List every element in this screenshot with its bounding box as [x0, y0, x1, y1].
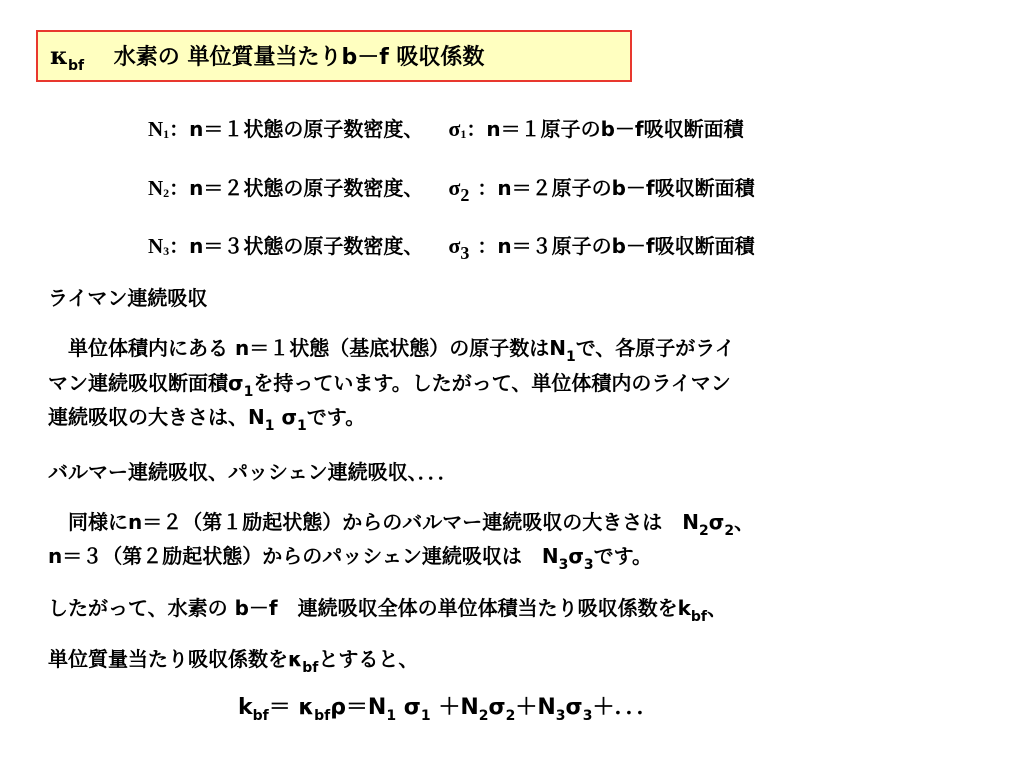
- formula-kappa: ＝ κ: [268, 695, 315, 720]
- sigma1-definition: ：n＝１原子のb－f吸収断面積: [466, 117, 744, 141]
- lyman-line3-text-a: 連続吸収の大きさは、N: [48, 405, 265, 429]
- sigma1-symbol: σ: [448, 116, 461, 141]
- n1-definition: ：n＝１状態の原子数密度、: [169, 117, 424, 141]
- slide-title: [50, 40, 484, 74]
- n1-symbol: N: [148, 117, 164, 141]
- lyman-paragraph-line-2: [48, 367, 731, 400]
- formula-sigma2: σ: [488, 695, 506, 720]
- formula-n3-subscript: 3: [555, 708, 566, 724]
- balmer-paragraph-line-2: [48, 540, 652, 573]
- balmer-line2-text-b: σ: [568, 544, 584, 568]
- conclusion-line-1: [48, 592, 727, 625]
- conclusion-line2-text-b: とすると、: [318, 647, 419, 671]
- n2-definition: ：n＝２状態の原子数密度、: [169, 176, 424, 200]
- formula-n2-subscript: 2: [478, 708, 489, 724]
- lyman-line2-text-b: を持っています。したがって、単位体積内のライマン: [253, 371, 731, 395]
- formula-sigma1: σ: [396, 695, 421, 720]
- sigma3-symbol: σ: [448, 233, 461, 258]
- lyman-line1-subscript: 1: [565, 349, 576, 365]
- formula-sigma2-subscript: 2: [505, 708, 516, 724]
- n1-subscript: 1: [163, 127, 170, 141]
- formula-sigma3: σ: [565, 695, 583, 720]
- conclusion-line1-text-a: したがって、水素の b－f 連続吸収全体の単位体積当たり吸収係数をk: [48, 596, 691, 620]
- lyman-line2-text-a: マン連続吸収断面積σ: [48, 371, 244, 395]
- formula-k-subscript: bf: [252, 708, 269, 724]
- definition-row-3: [148, 230, 755, 264]
- sigma1-subscript: 1: [460, 127, 467, 141]
- balmer-line1-text-b: σ: [708, 510, 725, 534]
- definition-row-2: [148, 172, 755, 206]
- formula-ellipsis: ＋．．．: [592, 695, 659, 720]
- balmer-line1-subscript-sigma: 2: [724, 523, 735, 539]
- n2-subscript: 2: [163, 186, 170, 200]
- lyman-line3-subscript-n: 1: [264, 418, 275, 434]
- sigma2-subscript: 2: [460, 185, 470, 205]
- sigma2-definition: ：n＝２原子のb－f吸収断面積: [477, 176, 755, 200]
- formula-sigma1-subscript: 1: [420, 708, 431, 724]
- lyman-line3-text-b: σ: [274, 405, 298, 429]
- formula-n3: ＋N: [515, 695, 556, 720]
- formula-n1-subscript: 1: [386, 708, 397, 724]
- balmer-paragraph-line-1: [48, 506, 754, 539]
- sigma3-definition: ：n＝３原子のb－f吸収断面積: [477, 234, 755, 258]
- balmer-line2-text-a: n＝３（第２励起状態）からのパッシェン連続吸収は N: [48, 544, 559, 568]
- conclusion-line1-text-b: 、: [707, 596, 728, 620]
- balmer-line2-text-c: です。: [593, 544, 653, 568]
- n2-symbol: N: [148, 176, 164, 200]
- lyman-heading: ライマン連続吸収: [48, 286, 208, 310]
- balmer-line2-subscript-n: 3: [558, 557, 569, 573]
- lyman-line3-subscript-sigma: 1: [297, 418, 307, 434]
- formula-n2: ＋N: [430, 695, 479, 720]
- sigma2-symbol: σ: [448, 175, 461, 200]
- title-kappa-symbol: κ: [50, 41, 68, 70]
- balmer-line1-text-c: 、: [734, 510, 755, 534]
- n3-symbol: N: [148, 234, 164, 258]
- title-kappa-subscript: bf: [68, 58, 85, 74]
- lyman-line3-text-c: です。: [306, 405, 366, 429]
- conclusion-line-2: [48, 643, 418, 676]
- n3-definition: ：n＝３状態の原子数密度、: [169, 234, 424, 258]
- conclusion-line1-subscript: bf: [690, 609, 708, 625]
- formula-kappa-subscript: bf: [314, 708, 331, 724]
- lyman-line1-text-b: で、各原子がライ: [575, 336, 735, 360]
- n3-subscript: 3: [163, 244, 170, 258]
- lyman-paragraph-line-1: [48, 332, 735, 365]
- lyman-line2-subscript: 1: [243, 384, 254, 400]
- lyman-paragraph-line-3: [48, 401, 365, 434]
- balmer-line1-text-a: 同様にn＝２（第１励起状態）からのバルマー連続吸収の大きさは N: [48, 510, 699, 534]
- lyman-line1-text-a: 単位体積内にある n＝１状態（基底状態）の原子数はN: [48, 336, 566, 360]
- title-text: 水素の 単位質量当たりb－f 吸収係数: [113, 45, 485, 70]
- balmer-heading: バルマー連続吸収、パッシェン連続吸収、．．．: [48, 460, 458, 484]
- balmer-line2-subscript-sigma: 3: [583, 557, 594, 573]
- sigma3-subscript: 3: [460, 243, 470, 263]
- formula-rho-n1: ρ＝N: [330, 695, 387, 720]
- conclusion-line2-subscript: bf: [302, 660, 319, 676]
- absorption-formula: [238, 690, 658, 724]
- balmer-line1-subscript-n: 2: [698, 523, 709, 539]
- formula-sigma3-subscript: 3: [582, 708, 593, 724]
- definition-row-1: [148, 113, 744, 142]
- conclusion-line2-text-a: 単位質量当たり吸収係数をκ: [48, 647, 303, 671]
- formula-k: k: [238, 695, 253, 720]
